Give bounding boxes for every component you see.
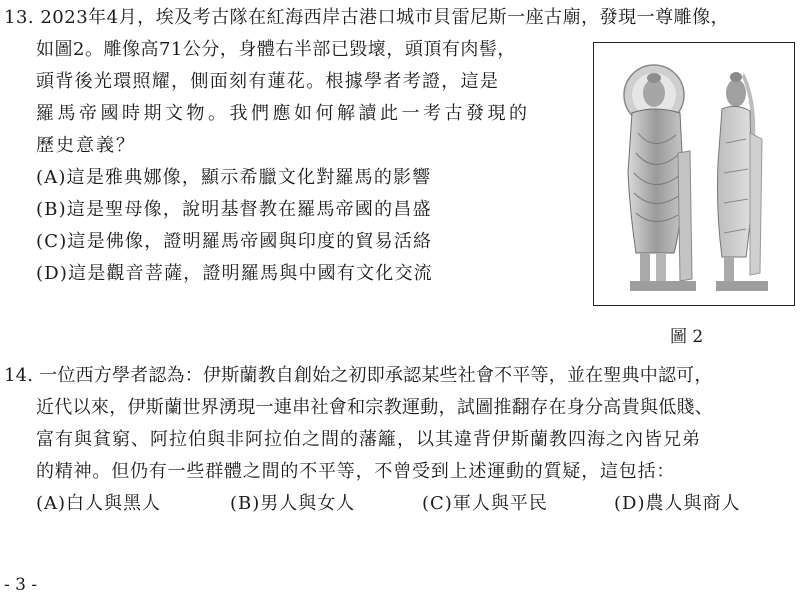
q14-option-a: (A)白人與黑人 — [36, 493, 162, 514]
q13-stem-line-3: 頭背後光環照耀，側面刻有蓮花。根據學者考證，這是 — [36, 71, 500, 92]
q14-stem-line-3: 富有與貧窮、阿拉伯與非阿拉伯之間的藩籬，以其違背伊斯蘭教四海之內皆兄弟 — [36, 429, 701, 450]
figure-2-caption: 圖 2 — [670, 327, 704, 347]
q14-stem-line-2: 近代以來，伊斯蘭世界湧現一連串社會和宗教運動，試圖推翻存在身分高貴與低賤、 — [36, 397, 714, 418]
statue-front-view — [624, 65, 696, 291]
q13-option-b: (B)這是聖母像，說明基督教在羅馬帝國的昌盛 — [36, 199, 432, 220]
q13-option-a: (A)這是雅典娜像，顯示希臘文化對羅馬的影響 — [36, 167, 432, 188]
q14-option-b: (B)男人與女人 — [230, 493, 356, 514]
statue-photo — [594, 43, 794, 305]
q14-option-c: (C)軍人與平民 — [422, 493, 548, 514]
q13-option-d: (D)這是觀音菩薩，證明羅馬與中國有文化交流 — [36, 263, 433, 284]
q14-stem-line-4: 的精神。但仍有一些群體之間的不平等，不曾受到上述運動的質疑，這包括： — [36, 461, 676, 482]
figure-2-frame — [593, 42, 795, 306]
statue-side-view — [716, 72, 768, 291]
page-number: - 3 - — [4, 575, 38, 595]
q13-stem-line-1: 13. 2023年4月，埃及考古隊在紅海西岸古港口城市貝雷尼斯一座古廟，發現一尊雕像， — [4, 7, 730, 28]
q14-stem-line-1: 14. 一位西方學者認為：伊斯蘭教自創始之初即承認某些社會不平等，並在聖典中認可， — [4, 365, 713, 386]
q14-option-d: (D)農人與商人 — [614, 493, 741, 514]
q13-stem-line-5: 歷史意義？ — [36, 135, 136, 156]
q13-stem-line-2: 如圖2。雕像高71公分，身體右半部已毀壞，頭頂有肉髻， — [36, 39, 516, 60]
q13-stem-line-4: 羅馬帝國時期文物。我們應如何解讀此一考古發現的 — [36, 103, 531, 124]
q13-option-c: (C)這是佛像，證明羅馬帝國與印度的貿易活絡 — [36, 231, 433, 252]
